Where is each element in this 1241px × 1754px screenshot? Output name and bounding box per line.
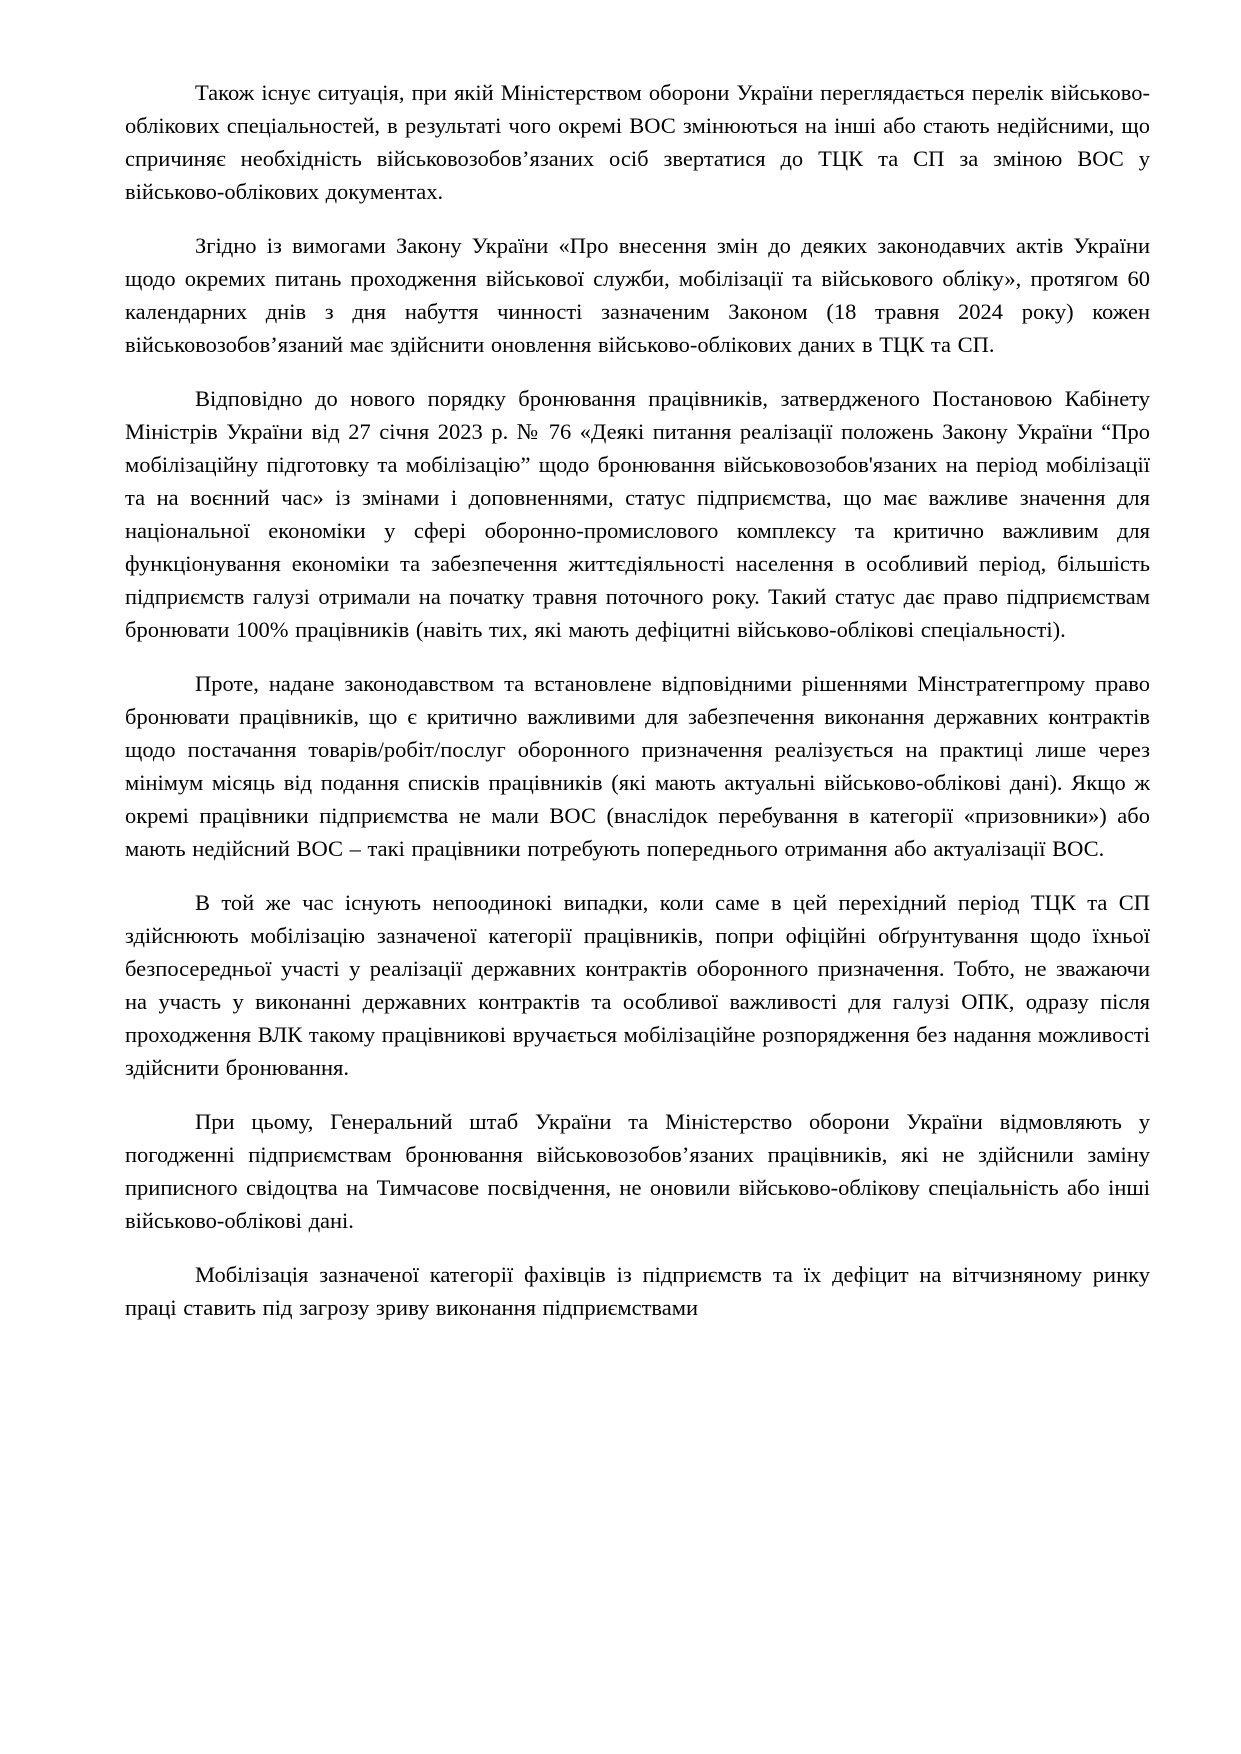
- paragraph-7: Мобілізація зазначеної категорії фахівців із підприємств та їх дефіцит на вітчизняному ринку праці ставить під загрозу зриву виконання підприємствами: [125, 1262, 1150, 1320]
- paragraph-5: В той же час існують непоодинокі випадки, коли саме в цей перехідний період ТЦК та СП здійснюють мобілізацію зазначеної категорії працівників, попри офіційні обґрунтування щодо їхньої безпосередньої участі у реалізації державних контрактів оборонного призначення. Тобто, не зважаючи на участь у виконанні державних контрактів та особливої важливості для галузі ОПК, одразу після проходження ВЛК такому працівникові вручається мобілізаційне розпорядження без надання можливості здійснити бронювання.: [125, 890, 1150, 1080]
- document-text-body: [125, 76, 1150, 1324]
- paragraph-4: Проте, надане законодавством та встановлене відповідними рішеннями Мінстратегпрому право бронювати працівників, що є критично важливими для забезпечення виконання державних контрактів щодо постачання товарів/робіт/послуг оборонного призначення реалізується на практиці лише через мінімум місяць від подання списків працівників (які мають актуальні військово-облікові дані). Якщо ж окремі працівники підприємства не мали ВОС (внаслідок перебування в категорії «призовники») або мають недійсний ВОС – такі працівники потребують попереднього отримання або актуалізації ВОС.: [125, 671, 1150, 861]
- paragraph-1: Також існує ситуація, при якій Міністерством оборони України переглядається перелік військово-облікових спеціальностей, в результаті чого окремі ВОС змінюються на інші або стають недійсними, що спричиняє необхідність військовозобов’язаних осіб звертатися до ТЦК та СП за зміною ВОС у військово-облікових документах.: [125, 80, 1150, 204]
- paragraph-2: Згідно із вимогами Закону України «Про внесення змін до деяких законодавчих актів України щодо окремих питань проходження військової служби, мобілізації та військового обліку», протягом 60 календарних днів з дня набуття чинності зазначеним Законом (18 травня 2024 року) кожен військовозобов’язаний має здійснити оновлення військово-облікових даних в ТЦК та СП.: [125, 233, 1150, 357]
- paragraph-6: При цьому, Генеральний штаб України та Міністерство оборони України відмовляють у погодженні підприємствам бронювання військовозобов’язаних працівників, які не здійснили заміну приписного свідоцтва на Тимчасове посвідчення, не оновили військово-облікову спеціальність або інші військово-облікові дані.: [125, 1109, 1150, 1233]
- paragraph-3: Відповідно до нового порядку бронювання працівників, затвердженого Постановою Кабінету Міністрів України від 27 січня 2023 р. № 76 «Деякі питання реалізації положень Закону України “Про мобілізаційну підготовку та мобілізацію” щодо бронювання військовозобов'язаних на період мобілізації та на воєнний час» із змінами і доповненнями, статус підприємства, що має важливе значення для національної економіки у сфері оборонно-промислового комплексу та критично важливим для функціонування економіки та забезпечення життєдіяльності населення в особливий період, більшість підприємств галузі отримали на початку травня поточного року. Такий статус дає право підприємствам бронювати 100% працівників (навіть тих, які мають дефіцитні військово-облікові спеціальності).: [125, 386, 1150, 642]
